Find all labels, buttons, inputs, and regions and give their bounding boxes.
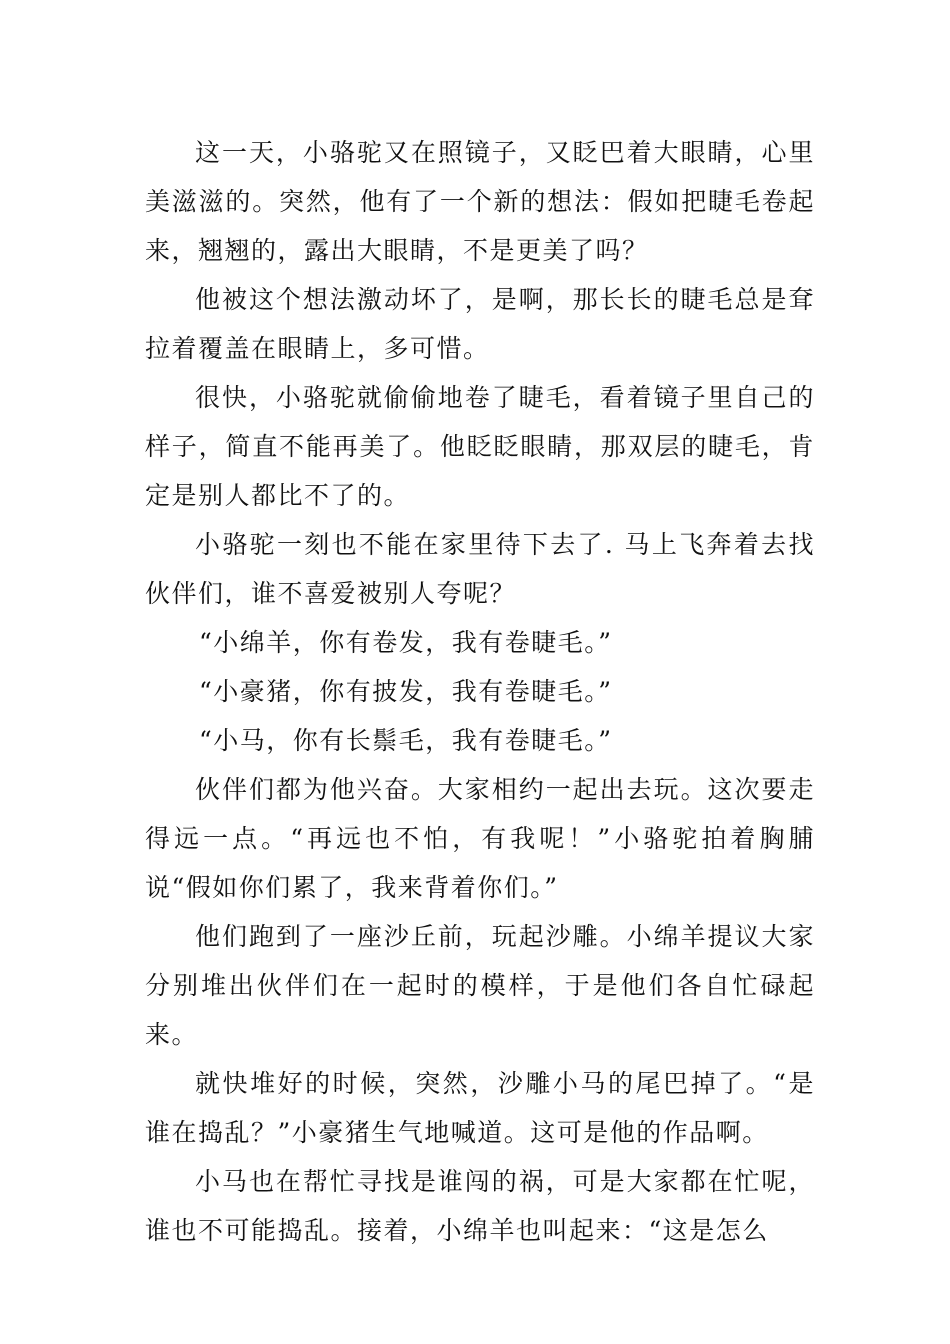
dialogue-line: “小豪猪，你有披发，我有卷睫毛。” [199,677,613,706]
paragraph: 小骆驼一刻也不能在家里待下去了. 马上飞奔着去找伙伴们，谁不喜爱被别人夸呢？ [145,530,815,608]
paragraph: 就快堆好的时候，突然，沙雕小马的尾巴掉了。“是谁在捣乱？”小豪猪生气地喊道。这可是他的作品啊。 [145,1069,815,1147]
paragraph: 这一天，小骆驼又在照镜子，又眨巴着大眼睛，心里美滋滋的。突然，他有了一个新的想法：假如把睫毛卷起来，翘翘的，露出大眼睛，不是更美了吗？ [145,138,815,265]
paragraph: 伙伴们都为他兴奋。大家相约一起出去玩。这次要走得远一点。“再远也不怕，有我呢！”小骆驼拍着胸脯说“假如你们累了，我来背着你们。” [145,775,815,902]
paragraph: 小马也在帮忙寻找是谁闯的祸，可是大家都在忙呢，谁也不可能捣乱。接着，小绵羊也叫起来：“这是怎么 [145,1167,815,1245]
dialogue-line: “小马，你有长鬃毛，我有卷睫毛。” [199,726,613,755]
dialogue-line: “小绵羊，你有卷发，我有卷睫毛。” [199,628,613,657]
paragraph: 很快，小骆驼就偷偷地卷了睫毛，看着镜子里自己的样子，简直不能再美了。他眨眨眼睛，那双层的睫毛，肯定是别人都比不了的。 [145,383,815,510]
paragraph: 他们跑到了一座沙丘前，玩起沙雕。小绵羊提议大家分别堆出伙伴们在一起时的模样，于是他们各自忙碌起来。 [145,922,815,1049]
paragraph: 他被这个想法激动坏了，是啊，那长长的睫毛总是耷拉着覆盖在眼睛上，多可惜。 [145,285,815,363]
document-page [145,128,815,1255]
